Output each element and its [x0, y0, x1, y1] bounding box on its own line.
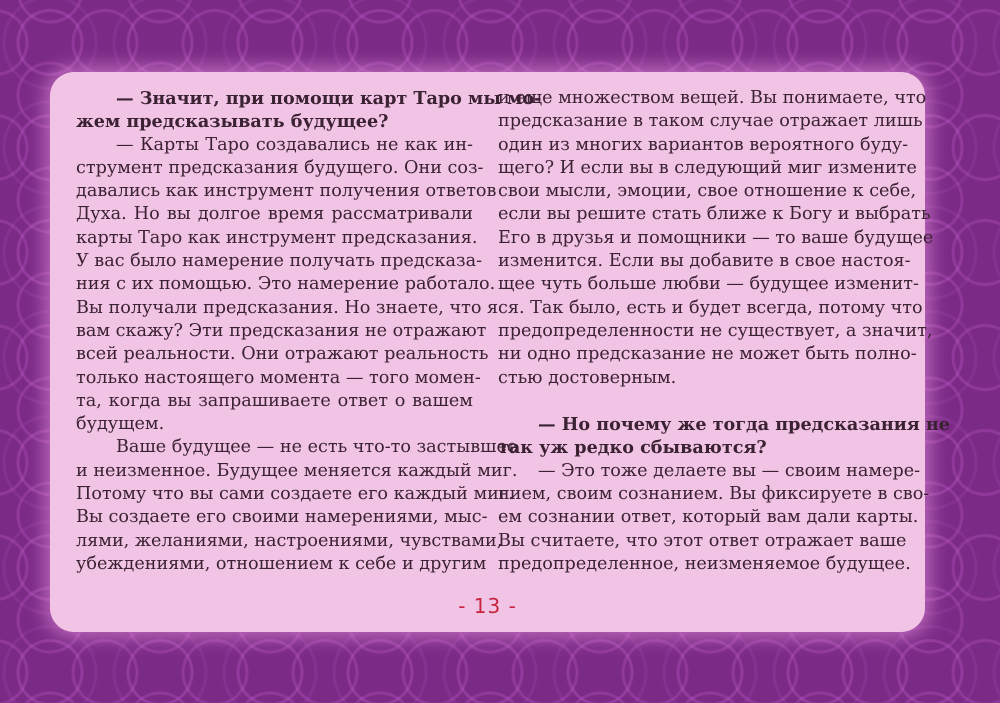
text-line: ем сознании ответ, который вам дали карты.: [498, 507, 919, 528]
text-line: Потому что вы сами создаете его каждый миг.: [76, 484, 514, 505]
text-line: вам скажу? Эти предсказания не отражают: [76, 320, 487, 341]
text-line: Ваше будущее — не есть что-то застывшее: [116, 437, 518, 458]
text-line: и неизменное. Будущее меняется каждый миг.: [76, 460, 518, 481]
text-line: та, когда вы запрашиваете ответ о вашем: [76, 390, 473, 411]
text-line: карты Таро как инструмент предсказания.: [76, 227, 478, 248]
question-line: — Но почему же тогда предсказания не: [538, 414, 950, 436]
question-line: — Значит, при помощи карт Таро мы мо-: [116, 88, 542, 109]
right-column: [498, 87, 950, 576]
question-line: жем предсказывать будущее?: [76, 111, 389, 133]
text-line: Духа. Но вы долгое время рассматривали: [76, 204, 473, 225]
text-line: предопределенное, неизменяемое будущее.: [498, 553, 911, 574]
text-line: предсказание в таком случае отражает лишь: [498, 111, 923, 132]
text-line: Его в друзья и помощники — то ваше будущее: [498, 227, 934, 248]
text-line: — Карты Таро создавались не как ин-: [116, 134, 473, 155]
left-column: [76, 87, 542, 576]
page-number: - 13 -: [458, 594, 517, 618]
text-line: будущем.: [76, 414, 165, 435]
text-line: только настоящего момента — того момен-: [76, 367, 481, 388]
text-line: Вы считаете, что этот ответ отражает ваше: [498, 530, 907, 551]
text-line: Вы создаете его своими намерениями, мыс-: [76, 507, 488, 528]
text-line: стью достоверным.: [498, 367, 677, 388]
text-line: всей реальности. Они отражают реальность: [76, 344, 489, 365]
text-line: щего? И если вы в следующий миг измените: [498, 157, 917, 178]
text-line: У вас было намерение получать предсказа-: [76, 251, 483, 272]
text-line: щее чуть больше любви — будущее изменит-: [498, 274, 919, 295]
text-line: ся. Так было, есть и будет всегда, потому что: [498, 297, 923, 318]
text-line: один из многих вариантов вероятного буду-: [498, 134, 909, 155]
text-line: и еще множеством вещей. Вы понимаете, что: [498, 88, 927, 108]
text-line: давались как инструмент получения ответов: [76, 181, 497, 202]
text-panel: [50, 72, 950, 632]
text-line: Вы получали предсказания. Но знаете, что я: [76, 297, 499, 318]
text-line: — Это тоже делаете вы — своим намере-: [538, 460, 921, 481]
text-line: предопределенности не существует, а значит,: [498, 320, 933, 341]
text-line: ни одно предсказание не может быть полно-: [498, 344, 917, 365]
paragraph-gap: [498, 390, 895, 413]
question-line: так уж редко сбываются?: [498, 437, 767, 459]
text-line: лями, желаниями, настроениями, чувствами,: [76, 530, 503, 551]
text-line: нием, своим сознанием. Вы фиксируете в сво-: [498, 484, 930, 505]
text-line: если вы решите стать ближе к Богу и выбрать: [498, 204, 931, 225]
text-line: свои мысли, эмоции, свое отношение к себе,: [498, 181, 917, 202]
text-line: убеждениями, отношением к себе и другим: [76, 553, 487, 574]
text-line: ния с их помощью. Это намерение работало.: [76, 274, 496, 295]
text-line: изменится. Если вы добавите в свое настоя-: [498, 251, 911, 272]
text-line: струмент предсказания будущего. Они соз-: [76, 157, 484, 178]
